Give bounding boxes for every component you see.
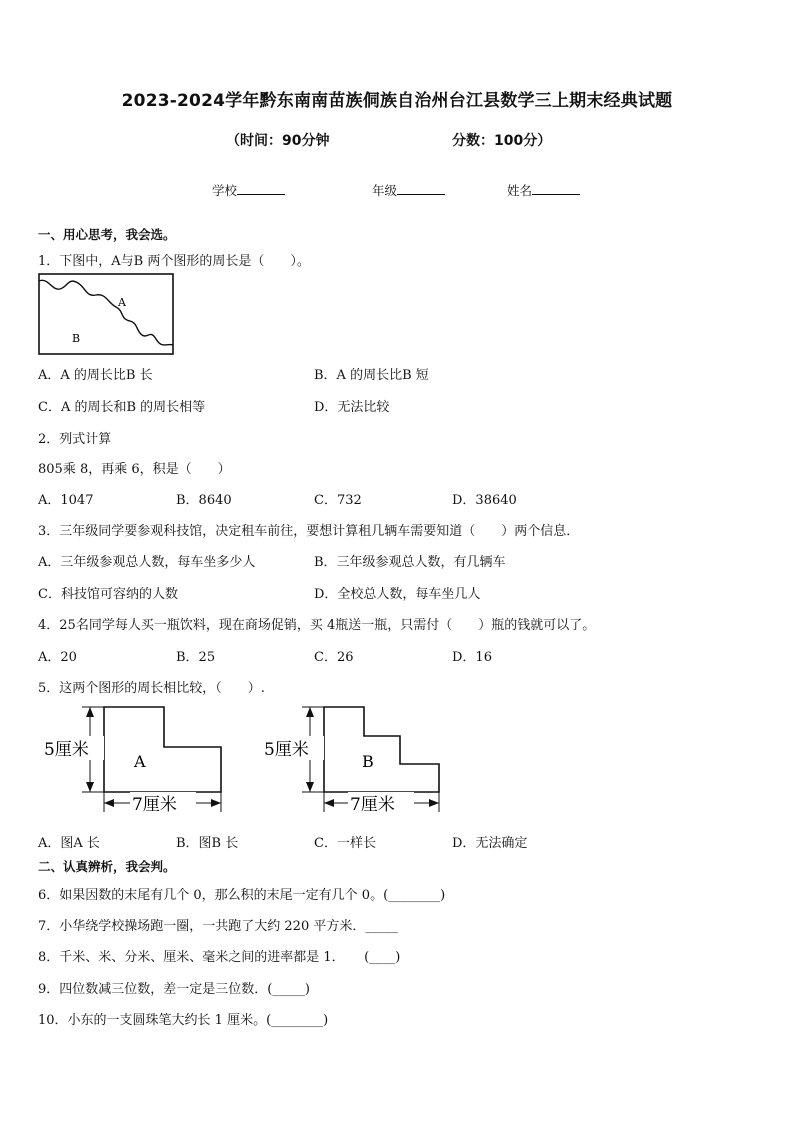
q5-figure-b [260, 700, 460, 818]
question-3: 3．三年级同学要参观科技馆，决定租车前往，要想计算租几辆车需要知道（ ）两个信息． [38, 524, 580, 539]
q5-figure-a [40, 700, 240, 818]
q5a-width-label: 7厘米 [132, 795, 177, 815]
exam-score: 分数：100分） [452, 133, 552, 149]
section-1-heading: 一、用心思考，我会选。 [38, 227, 176, 242]
q5a-height-label: 5厘米 [44, 740, 89, 760]
q3-option-b[interactable]: B．三年级参观总人数，有几辆车 [314, 555, 506, 570]
question-8: 8．千米、米、分米、厘米、毫米之间的进率都是 1． (____) [38, 950, 401, 965]
q5b-height-label: 5厘米 [264, 740, 309, 760]
question-1: 1．下图中，A与B 两个图形的周长是（ ）。 [38, 254, 310, 269]
q1-rectangle-figure [38, 273, 176, 357]
q5b-shape-label: B [362, 752, 374, 771]
exam-time: （时间：90分钟 [226, 133, 330, 149]
q4-option-a[interactable]: A．20 [38, 650, 77, 665]
school-field[interactable] [212, 181, 285, 199]
q5b-width-label: 7厘米 [350, 795, 395, 815]
question-6: 6．如果因数的末尾有几个 0，那么积的末尾一定有几个 0。(________) [38, 888, 446, 903]
q5-option-c[interactable]: C．一样长 [314, 836, 376, 851]
q3-option-d[interactable]: D．全校总人数，每车坐几人 [314, 587, 481, 602]
name-blank[interactable] [532, 182, 580, 195]
q5a-shape-label: A [134, 752, 146, 771]
section-2-heading: 二、认真辨析，我会判。 [38, 859, 176, 874]
q5-option-b[interactable]: B．图B 长 [176, 836, 239, 851]
question-10: 10．小东的一支圆珠笔大约长 1 厘米。(________) [38, 1013, 329, 1028]
page-title: 2023-2024学年黔东南南苗族侗族自治州台江县数学三上期末经典试题 [121, 91, 673, 111]
q1-label-a: A [118, 296, 126, 309]
q2-option-d[interactable]: D．38640 [452, 493, 517, 508]
name-label: 姓名 [507, 183, 533, 198]
question-4: 4．25名同学每人买一瓶饮料，现在商场促销，买 4瓶送一瓶，只需付（ ）瓶的钱就可以了。 [38, 618, 596, 633]
q2-option-c[interactable]: C．732 [314, 493, 362, 508]
q1-option-b[interactable]: B．A 的周长比B 短 [314, 368, 429, 383]
q4-option-b[interactable]: B．25 [176, 650, 216, 665]
q4-option-d[interactable]: D．16 [452, 650, 492, 665]
grade-blank[interactable] [397, 182, 445, 195]
grade-field[interactable] [372, 181, 445, 199]
q1-option-a[interactable]: A．A 的周长比B 长 [38, 368, 153, 383]
grade-label: 年级 [372, 183, 398, 198]
q1-option-d[interactable]: D．无法比较 [314, 400, 390, 415]
q1-label-b: B [72, 332, 81, 345]
school-blank[interactable] [237, 182, 285, 195]
q1-option-c[interactable]: C．A 的周长和B 的周长相等 [38, 400, 206, 415]
q3-option-c[interactable]: C．科技馆可容纳的人数 [38, 587, 178, 602]
q4-option-c[interactable]: C．26 [314, 650, 354, 665]
question-2-detail: 805乘 8，再乘 6，积是（ ） [38, 462, 231, 477]
name-field[interactable] [507, 181, 580, 199]
q2-option-b[interactable]: B．8640 [176, 493, 232, 508]
question-7: 7．小华绕学校操场跑一圈，一共跑了大约 220 平方米．_____ [38, 919, 398, 934]
q2-option-a[interactable]: A．1047 [38, 493, 94, 508]
q3-option-a[interactable]: A．三年级参观总人数，每车坐多少人 [38, 555, 256, 570]
question-9: 9．四位数减三位数，差一定是三位数．(_____) [38, 982, 310, 997]
question-5: 5．这两个图形的周长相比较，（ ）. [38, 681, 265, 696]
question-2: 2．列式计算 [38, 432, 112, 447]
q5-option-d[interactable]: D．无法确定 [452, 836, 528, 851]
q5-option-a[interactable]: A．图A 长 [38, 836, 100, 851]
school-label: 学校 [212, 183, 238, 198]
